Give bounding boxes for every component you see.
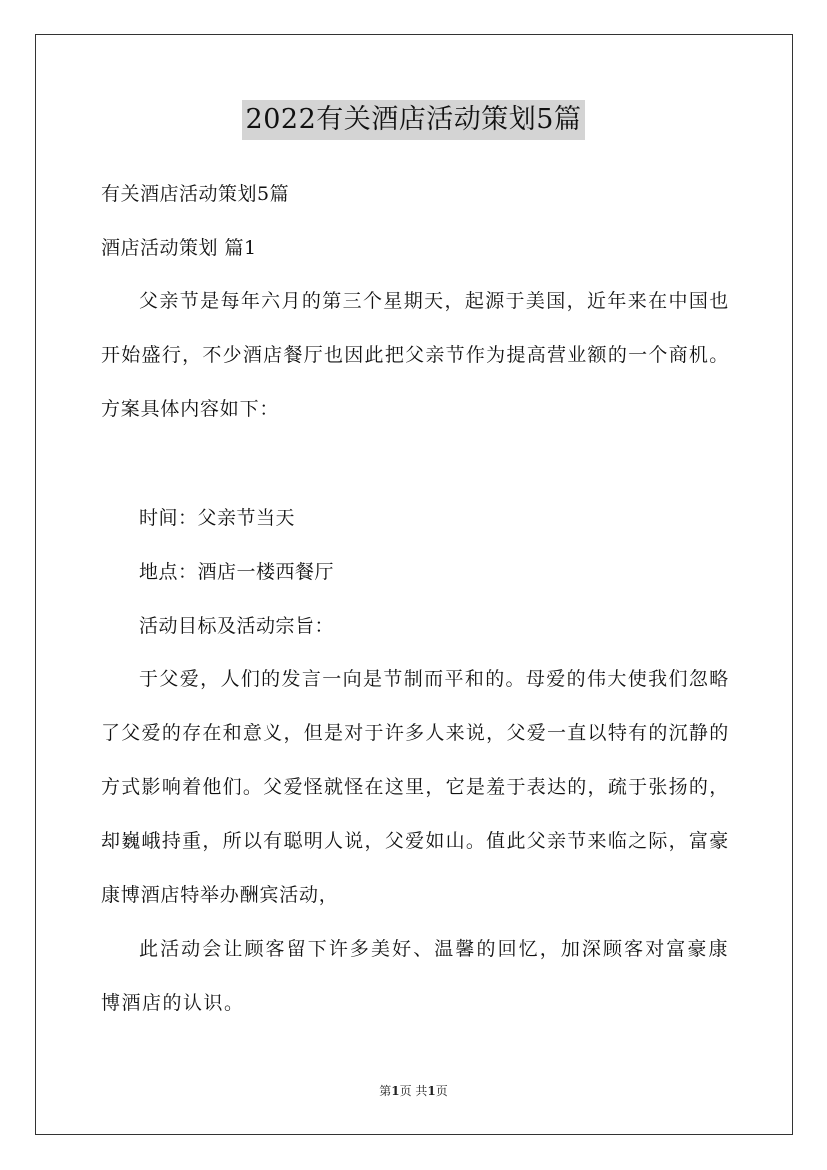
document-subtitle: 有关酒店活动策划5篇 [101,183,290,205]
paragraph-closing: 此活动会让顾客留下许多美好、温馨的回忆，加深顾客对富豪康博酒店的认识。 [101,938,729,1014]
footer-page-current: 1 [391,1084,400,1098]
footer-page-mid: 页 共 [399,1084,428,1098]
paragraph-intro: 父亲节是每年六月的第三个星期天，起源于美国，近年来在中国也开始盛行，不少酒店餐厅也因此把父亲节作为提高营业额的一个商机。方案具体内容如下： [101,290,729,420]
title-container [0,100,827,140]
paragraph-purpose: 于父爱，人们的发言一向是节制而平和的。母爱的伟大使我们忽略了父爱的存在和意义，但是对于许多人来说，父爱一直以特有的沉静的方式影响着他们。父爱怪就怪在这里，它是羞于表达的，疏于张扬的，却巍峨持重，所以有聪明人说，父爱如山。值此父亲节来临之际，富豪康博酒店特举办酬宾活动， [101,668,729,906]
footer-page-prefix: 第 [379,1084,392,1098]
paragraph-goal-heading: 活动目标及活动宗旨： [139,615,335,637]
footer-page-suffix: 页 [435,1084,448,1098]
paragraph-time: 时间：父亲节当天 [139,507,296,529]
page-footer [0,1083,827,1099]
paragraph-place: 地点：酒店一楼西餐厅 [139,561,335,583]
section-heading: 酒店活动策划 篇1 [101,237,257,259]
document-title: 2022有关酒店活动策划5篇 [242,100,586,140]
footer-page-total: 1 [427,1084,436,1098]
